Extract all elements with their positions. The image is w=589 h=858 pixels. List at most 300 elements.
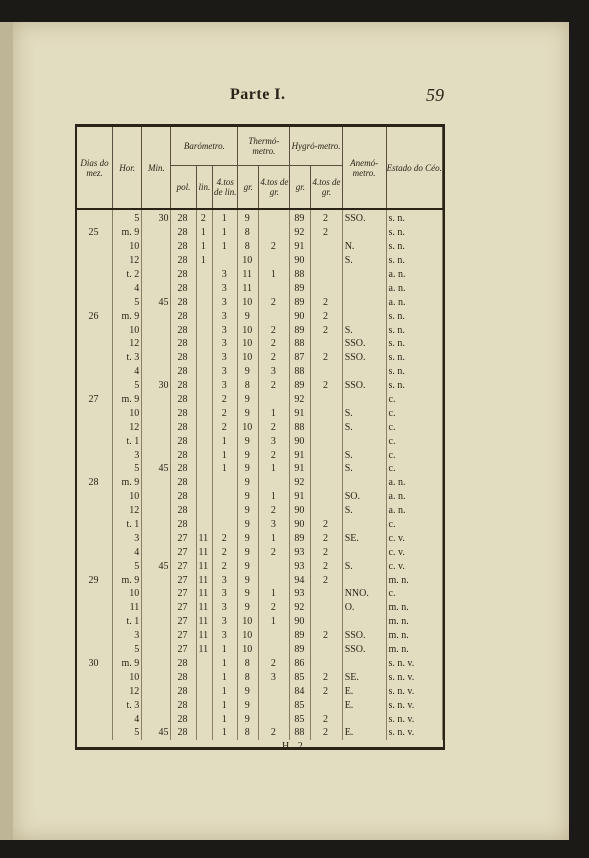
table-cell bbox=[259, 209, 290, 226]
table-cell: s. n. bbox=[386, 240, 442, 254]
table-cell: 3 bbox=[259, 434, 290, 448]
table-cell: 92 bbox=[290, 393, 311, 407]
table-cell bbox=[142, 684, 171, 698]
table-cell bbox=[311, 393, 342, 407]
table-cell: 92 bbox=[290, 476, 311, 490]
table-cell bbox=[77, 587, 113, 601]
table-cell bbox=[142, 365, 171, 379]
table-cell: m. n. bbox=[386, 615, 442, 629]
table-cell bbox=[259, 712, 290, 726]
table-cell bbox=[311, 240, 342, 254]
book-gutter bbox=[0, 22, 14, 840]
table-cell: 1 bbox=[213, 698, 238, 712]
table-cell: c. bbox=[386, 448, 442, 462]
table-cell bbox=[77, 240, 113, 254]
table-row bbox=[77, 351, 443, 365]
table-cell: 11 bbox=[113, 601, 142, 615]
table-cell: SSO. bbox=[342, 643, 386, 657]
table-cell: 2 bbox=[259, 379, 290, 393]
table-cell bbox=[259, 573, 290, 587]
table-cell: 9 bbox=[238, 545, 259, 559]
table-cell: 3 bbox=[259, 518, 290, 532]
table-cell: 1 bbox=[213, 712, 238, 726]
table-cell: 28 bbox=[171, 448, 196, 462]
table-cell: 9 bbox=[238, 462, 259, 476]
table-cell: 11 bbox=[196, 587, 213, 601]
table-cell bbox=[342, 615, 386, 629]
table-cell: 2 bbox=[311, 712, 342, 726]
table-cell bbox=[142, 601, 171, 615]
table-cell: a. n. bbox=[386, 476, 442, 490]
table-cell: 3 bbox=[213, 309, 238, 323]
table-cell: SO. bbox=[342, 490, 386, 504]
table-cell: 1 bbox=[213, 226, 238, 240]
table-cell bbox=[77, 420, 113, 434]
table-cell: m. n. bbox=[386, 601, 442, 615]
table-cell: 45 bbox=[142, 295, 171, 309]
col-header-thermometro: Thermó-metro. bbox=[238, 127, 290, 166]
table-cell: 2 bbox=[213, 420, 238, 434]
table-cell: t. 1 bbox=[113, 434, 142, 448]
table-row bbox=[77, 545, 443, 559]
table-cell: 2 bbox=[311, 684, 342, 698]
table-cell: 2 bbox=[311, 545, 342, 559]
table-cell bbox=[196, 337, 213, 351]
table-cell: 30 bbox=[77, 657, 113, 671]
table-cell: O. bbox=[342, 601, 386, 615]
table-cell bbox=[77, 712, 113, 726]
table-cell bbox=[213, 518, 238, 532]
table-cell bbox=[142, 254, 171, 268]
table-cell: s. n. bbox=[386, 351, 442, 365]
table-cell: m. n. bbox=[386, 573, 442, 587]
table-cell bbox=[311, 281, 342, 295]
table-cell bbox=[196, 379, 213, 393]
table-cell: a. n. bbox=[386, 504, 442, 518]
table-cell: 3 bbox=[113, 531, 142, 545]
table-cell bbox=[142, 545, 171, 559]
table-cell bbox=[196, 518, 213, 532]
table-cell: S. bbox=[342, 406, 386, 420]
col-header-min: Min. bbox=[142, 127, 171, 209]
table-cell: 1 bbox=[213, 434, 238, 448]
table-cell: 4 bbox=[113, 281, 142, 295]
table-cell: a. n. bbox=[386, 295, 442, 309]
table-cell bbox=[342, 545, 386, 559]
table-cell: 3 bbox=[213, 295, 238, 309]
table-cell: 90 bbox=[290, 309, 311, 323]
table-cell: 3 bbox=[213, 268, 238, 282]
table-cell: 26 bbox=[77, 309, 113, 323]
table-cell: 1 bbox=[259, 615, 290, 629]
table-cell bbox=[142, 309, 171, 323]
table-cell: 9 bbox=[238, 476, 259, 490]
table-cell bbox=[142, 240, 171, 254]
table-cell: 88 bbox=[290, 365, 311, 379]
table-cell: 45 bbox=[142, 726, 171, 740]
table-cell: 1 bbox=[213, 462, 238, 476]
table-cell: 89 bbox=[290, 531, 311, 545]
table-cell: SSO. bbox=[342, 337, 386, 351]
table-cell bbox=[142, 573, 171, 587]
table-cell: t. 2 bbox=[113, 268, 142, 282]
table-cell bbox=[259, 309, 290, 323]
table-cell: 12 bbox=[113, 684, 142, 698]
table-cell: 90 bbox=[290, 254, 311, 268]
table-cell: 28 bbox=[171, 712, 196, 726]
table-cell: t. 1 bbox=[113, 615, 142, 629]
table-cell bbox=[196, 448, 213, 462]
subheader-lin: lin. bbox=[196, 166, 213, 210]
table-cell: 10 bbox=[113, 240, 142, 254]
table-cell: 28 bbox=[171, 240, 196, 254]
table-cell: 27 bbox=[171, 573, 196, 587]
table-cell: c. v. bbox=[386, 545, 442, 559]
table-cell: 25 bbox=[77, 226, 113, 240]
table-cell bbox=[196, 712, 213, 726]
table-cell: 1 bbox=[259, 406, 290, 420]
table-cell: 30 bbox=[142, 209, 171, 226]
table-cell: 9 bbox=[238, 504, 259, 518]
table-cell: S. bbox=[342, 462, 386, 476]
table-cell: s. n. bbox=[386, 309, 442, 323]
table-cell bbox=[311, 337, 342, 351]
table-cell: 2 bbox=[259, 726, 290, 740]
table-cell: N. bbox=[342, 240, 386, 254]
table-cell: 1 bbox=[213, 684, 238, 698]
table-cell: 11 bbox=[238, 268, 259, 282]
table-cell: 3 bbox=[213, 573, 238, 587]
table-cell bbox=[311, 365, 342, 379]
table-row bbox=[77, 490, 443, 504]
table-cell bbox=[196, 684, 213, 698]
table-cell: 28 bbox=[171, 518, 196, 532]
table-cell: 11 bbox=[196, 615, 213, 629]
table-cell: 89 bbox=[290, 281, 311, 295]
table-cell: 27 bbox=[77, 393, 113, 407]
table-cell: 28 bbox=[171, 254, 196, 268]
table-cell: 91 bbox=[290, 490, 311, 504]
table-cell bbox=[142, 643, 171, 657]
table-cell: s. n. v. bbox=[386, 726, 442, 740]
table-cell: 9 bbox=[238, 573, 259, 587]
table-row bbox=[77, 240, 443, 254]
table-cell bbox=[142, 518, 171, 532]
table-cell bbox=[196, 504, 213, 518]
table-cell: S. bbox=[342, 254, 386, 268]
table-cell: a. n. bbox=[386, 490, 442, 504]
table-cell bbox=[142, 504, 171, 518]
table-cell: 2 bbox=[259, 545, 290, 559]
table-cell: 28 bbox=[171, 393, 196, 407]
table-cell bbox=[142, 434, 171, 448]
table-cell: 1 bbox=[259, 268, 290, 282]
table-cell: 3 bbox=[259, 365, 290, 379]
table-cell bbox=[142, 657, 171, 671]
table-cell: 5 bbox=[113, 559, 142, 573]
table-cell bbox=[77, 406, 113, 420]
table-cell: m. 9 bbox=[113, 309, 142, 323]
table-cell: 2 bbox=[311, 226, 342, 240]
table-cell bbox=[196, 268, 213, 282]
table-cell bbox=[259, 254, 290, 268]
table-cell: 1 bbox=[213, 670, 238, 684]
table-cell: 11 bbox=[196, 559, 213, 573]
table-cell: 3 bbox=[213, 587, 238, 601]
table-cell bbox=[311, 643, 342, 657]
table-cell: s. n. bbox=[386, 254, 442, 268]
table-cell: 89 bbox=[290, 643, 311, 657]
table-cell: 10 bbox=[238, 629, 259, 643]
table-cell: 28 bbox=[171, 268, 196, 282]
table-cell bbox=[142, 323, 171, 337]
table-cell: s. n. v. bbox=[386, 670, 442, 684]
table-cell: 2 bbox=[259, 323, 290, 337]
table-cell: 9 bbox=[238, 531, 259, 545]
table-cell: 2 bbox=[259, 295, 290, 309]
table-cell: E. bbox=[342, 684, 386, 698]
table-cell bbox=[213, 504, 238, 518]
table-cell bbox=[142, 587, 171, 601]
table-cell: 28 bbox=[171, 295, 196, 309]
table-cell: 10 bbox=[238, 615, 259, 629]
col-header-hor: Hor. bbox=[113, 127, 142, 209]
table-cell: 93 bbox=[290, 587, 311, 601]
table-cell: 2 bbox=[213, 531, 238, 545]
table-cell bbox=[196, 406, 213, 420]
table-cell: s. n. v. bbox=[386, 657, 442, 671]
table-row bbox=[77, 629, 443, 643]
table-cell bbox=[142, 420, 171, 434]
table-cell: 93 bbox=[290, 545, 311, 559]
table-row bbox=[77, 393, 443, 407]
table-cell: 2 bbox=[259, 657, 290, 671]
table-cell: 12 bbox=[113, 420, 142, 434]
table-cell: 88 bbox=[290, 268, 311, 282]
table-cell: 27 bbox=[171, 601, 196, 615]
table-cell: 9 bbox=[238, 448, 259, 462]
table-cell bbox=[196, 462, 213, 476]
table-row bbox=[77, 434, 443, 448]
table-cell: c. v. bbox=[386, 559, 442, 573]
table-cell bbox=[311, 254, 342, 268]
subheader-pol: pol. bbox=[171, 166, 196, 210]
table-cell: S. bbox=[342, 323, 386, 337]
table-cell: 2 bbox=[259, 351, 290, 365]
table-cell: 28 bbox=[171, 379, 196, 393]
subheader-hy-gr: gr. bbox=[290, 166, 311, 210]
table-cell: 1 bbox=[196, 226, 213, 240]
table-row bbox=[77, 531, 443, 545]
table-cell bbox=[196, 393, 213, 407]
table-cell: 2 bbox=[311, 209, 342, 226]
subheader-bar-quartos: 4.tos de lin. bbox=[213, 166, 238, 210]
table-cell: 84 bbox=[290, 684, 311, 698]
table-cell: 8 bbox=[238, 657, 259, 671]
table-cell: 11 bbox=[196, 545, 213, 559]
table-cell: E. bbox=[342, 698, 386, 712]
table-cell: 10 bbox=[238, 323, 259, 337]
table-cell bbox=[142, 531, 171, 545]
table-cell bbox=[259, 629, 290, 643]
table-cell: S. bbox=[342, 559, 386, 573]
table-cell: 2 bbox=[259, 601, 290, 615]
table-row bbox=[77, 323, 443, 337]
table-cell: 2 bbox=[196, 209, 213, 226]
table-cell: S. bbox=[342, 504, 386, 518]
table-cell: 87 bbox=[290, 351, 311, 365]
table-cell bbox=[196, 726, 213, 740]
table-cell bbox=[259, 643, 290, 657]
table-cell: 1 bbox=[213, 448, 238, 462]
table-row bbox=[77, 337, 443, 351]
table-cell: 2 bbox=[311, 531, 342, 545]
table-row bbox=[77, 643, 443, 657]
table-cell: 2 bbox=[213, 393, 238, 407]
table-cell: 1 bbox=[259, 587, 290, 601]
table-cell: 2 bbox=[311, 629, 342, 643]
table-cell: 10 bbox=[113, 587, 142, 601]
table-cell: 27 bbox=[171, 629, 196, 643]
table-cell: 27 bbox=[171, 643, 196, 657]
table-cell: a. n. bbox=[386, 268, 442, 282]
table-cell bbox=[342, 268, 386, 282]
table-cell: 10 bbox=[238, 643, 259, 657]
table-cell: 2 bbox=[311, 670, 342, 684]
table-cell: 9 bbox=[238, 490, 259, 504]
table-cell bbox=[311, 490, 342, 504]
table-cell: 3 bbox=[213, 337, 238, 351]
table-cell: 10 bbox=[113, 323, 142, 337]
table-cell: 8 bbox=[238, 726, 259, 740]
table-cell: 1 bbox=[213, 643, 238, 657]
table-cell: SSO. bbox=[342, 351, 386, 365]
table-cell bbox=[259, 684, 290, 698]
table-cell bbox=[311, 657, 342, 671]
table-cell: 11 bbox=[196, 573, 213, 587]
table-row bbox=[77, 309, 443, 323]
table-cell bbox=[259, 698, 290, 712]
table-cell: 85 bbox=[290, 698, 311, 712]
table-cell: 3 bbox=[113, 448, 142, 462]
table-cell: 10 bbox=[113, 406, 142, 420]
table-cell: 2 bbox=[311, 323, 342, 337]
table-cell: 93 bbox=[290, 559, 311, 573]
table-cell: 10 bbox=[113, 670, 142, 684]
table-cell bbox=[311, 587, 342, 601]
table-cell: a. n. bbox=[386, 281, 442, 295]
table-cell bbox=[196, 490, 213, 504]
table-row bbox=[77, 684, 443, 698]
table-cell: 9 bbox=[238, 587, 259, 601]
table-cell bbox=[142, 476, 171, 490]
table-cell: SSO. bbox=[342, 629, 386, 643]
table-row bbox=[77, 365, 443, 379]
table-cell: 28 bbox=[171, 406, 196, 420]
table-cell: 2 bbox=[259, 337, 290, 351]
table-cell bbox=[259, 476, 290, 490]
table-cell: 1 bbox=[259, 462, 290, 476]
table-cell: 3 bbox=[213, 615, 238, 629]
table-cell bbox=[311, 615, 342, 629]
table-cell: 10 bbox=[238, 420, 259, 434]
table-cell bbox=[342, 393, 386, 407]
table-cell: 5 bbox=[113, 643, 142, 657]
table-cell: 1 bbox=[259, 531, 290, 545]
table-cell: s. n. v. bbox=[386, 712, 442, 726]
table-cell: 9 bbox=[238, 518, 259, 532]
table-cell bbox=[77, 379, 113, 393]
table-cell: 10 bbox=[238, 254, 259, 268]
table-cell bbox=[142, 393, 171, 407]
table-cell: 88 bbox=[290, 420, 311, 434]
table-cell bbox=[77, 684, 113, 698]
table-cell: 89 bbox=[290, 629, 311, 643]
table-row bbox=[77, 226, 443, 240]
table-row bbox=[77, 476, 443, 490]
table-row bbox=[77, 281, 443, 295]
table-cell: 27 bbox=[171, 615, 196, 629]
table-cell: 92 bbox=[290, 601, 311, 615]
table-cell: 11 bbox=[196, 601, 213, 615]
table-cell: 3 bbox=[213, 351, 238, 365]
table-cell: 4 bbox=[113, 545, 142, 559]
table-cell: 28 bbox=[171, 490, 196, 504]
table-cell bbox=[77, 504, 113, 518]
table-row bbox=[77, 712, 443, 726]
table-cell: 28 bbox=[171, 323, 196, 337]
table-cell bbox=[213, 476, 238, 490]
table-cell: 2 bbox=[259, 240, 290, 254]
table-cell: 1 bbox=[213, 726, 238, 740]
table-row bbox=[77, 462, 443, 476]
table-cell: s. n. bbox=[386, 226, 442, 240]
weather-observations-table bbox=[77, 127, 443, 740]
table-cell: SSO. bbox=[342, 379, 386, 393]
table-cell: 8 bbox=[238, 240, 259, 254]
table-cell: NNO. bbox=[342, 587, 386, 601]
table-cell bbox=[196, 309, 213, 323]
table-cell: m. 9 bbox=[113, 573, 142, 587]
table-cell bbox=[196, 698, 213, 712]
table-cell: 28 bbox=[171, 337, 196, 351]
table-cell: 89 bbox=[290, 379, 311, 393]
table-cell: 9 bbox=[238, 698, 259, 712]
table-cell: S. bbox=[342, 420, 386, 434]
table-cell: 28 bbox=[77, 476, 113, 490]
table-cell: 90 bbox=[290, 434, 311, 448]
table-cell bbox=[77, 531, 113, 545]
table-cell: 85 bbox=[290, 712, 311, 726]
table-cell: 10 bbox=[238, 295, 259, 309]
table-cell bbox=[311, 268, 342, 282]
table-cell: 1 bbox=[259, 490, 290, 504]
table-row bbox=[77, 698, 443, 712]
table-cell bbox=[342, 281, 386, 295]
table-cell bbox=[77, 323, 113, 337]
table-cell: s. n. v. bbox=[386, 698, 442, 712]
table-cell bbox=[77, 545, 113, 559]
table-cell bbox=[196, 365, 213, 379]
table-cell: S. bbox=[342, 448, 386, 462]
table-cell: 1 bbox=[213, 209, 238, 226]
table-cell bbox=[342, 434, 386, 448]
table-cell: s. n. v. bbox=[386, 684, 442, 698]
table-cell: 28 bbox=[171, 698, 196, 712]
table-cell: 2 bbox=[311, 518, 342, 532]
table-cell bbox=[311, 698, 342, 712]
table-cell: 28 bbox=[171, 657, 196, 671]
